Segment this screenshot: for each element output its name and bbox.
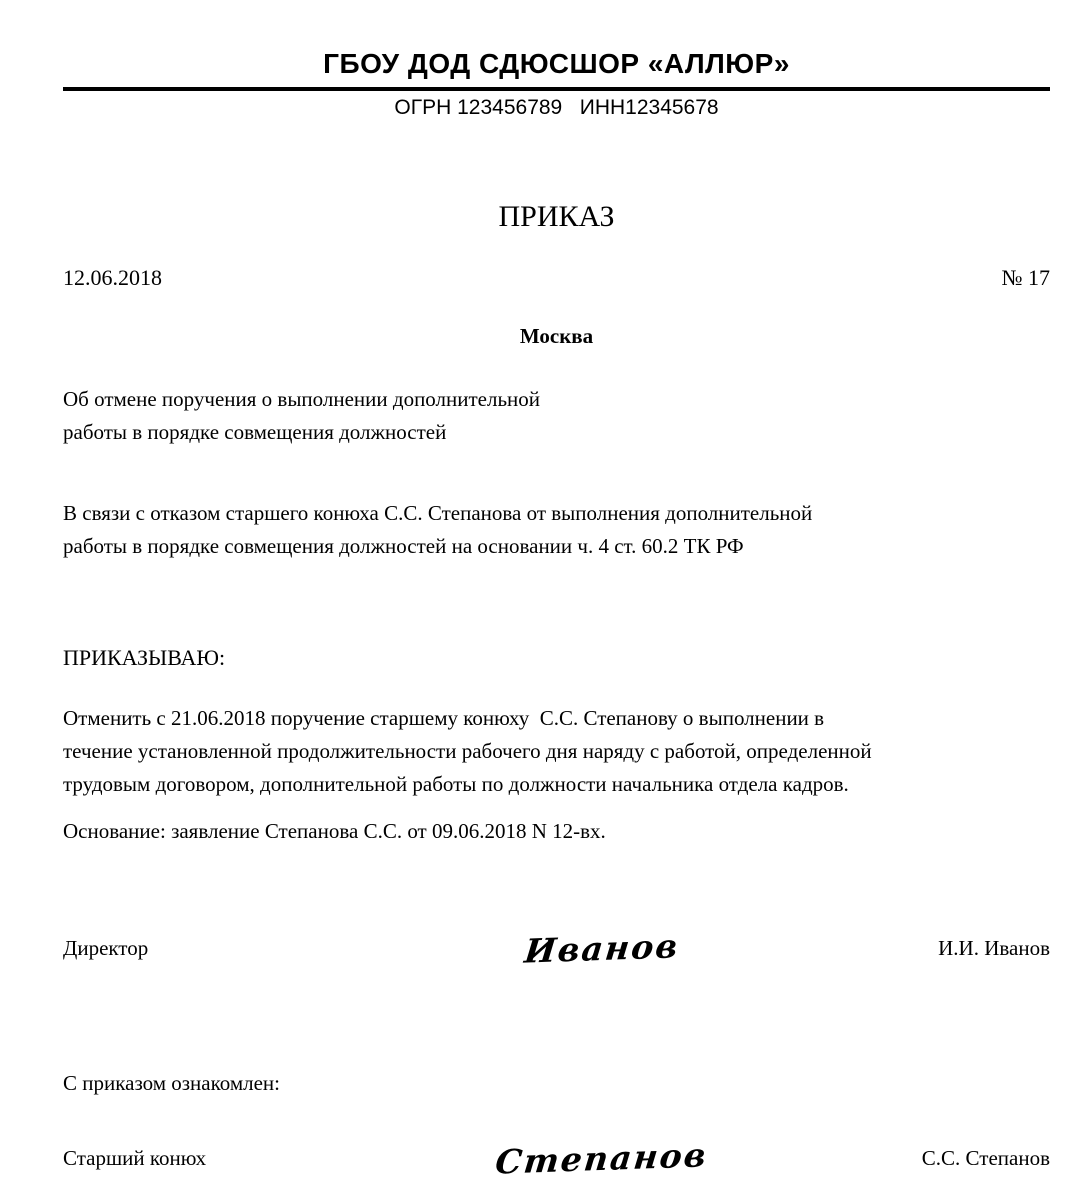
order-body-line: течение установленной продолжительности рабочего дня наряду с работой, определенной bbox=[63, 739, 872, 763]
order-date: 12.06.2018 bbox=[63, 265, 162, 290]
organization-name: ГБОУ ДОД СДЮСШОР «АЛЛЮР» bbox=[323, 48, 790, 79]
employee-name: С.С. Степанов bbox=[921, 1146, 1051, 1170]
letterhead bbox=[63, 48, 1050, 120]
document-title: ПРИКАЗ bbox=[498, 200, 615, 233]
order-body-line: трудовым договором, дополнительной работы по должности начальника отдела кадров. bbox=[63, 772, 849, 796]
order-subject bbox=[63, 383, 1050, 449]
organization-requisites: ОГРН 123456789 ИНН12345678 bbox=[394, 96, 719, 119]
subject-line: Об отмене поручения о выполнении дополнительной bbox=[63, 387, 541, 411]
order-number: № 17 bbox=[1001, 265, 1050, 290]
director-position: Директор bbox=[63, 936, 149, 960]
order-preamble bbox=[63, 497, 1050, 563]
letterhead-divider bbox=[63, 87, 1050, 91]
subject-line: работы в порядке совмещения должностей bbox=[63, 420, 447, 444]
director-handwritten-signature: Иванов bbox=[522, 926, 681, 971]
preamble-line: работы в порядке совмещения должностей на основании ч. 4 ст. 60.2 ТК РФ bbox=[63, 534, 744, 558]
employee-handwritten-signature: Степанов bbox=[493, 1135, 710, 1182]
order-body bbox=[63, 702, 1050, 801]
employee-signature-row bbox=[63, 1135, 1051, 1182]
order-body-line: Отменить с 21.06.2018 поручение старшему конюху С.С. Степанову о выполнении в bbox=[63, 706, 825, 730]
preamble-line: В связи с отказом старшего конюха С.С. Степанова от выполнения дополнительной bbox=[63, 501, 813, 525]
director-name: И.И. Иванов bbox=[938, 936, 1051, 960]
director-signature-row bbox=[63, 926, 1051, 971]
command-word: ПРИКАЗЫВАЮ: bbox=[63, 645, 226, 670]
date-number-row bbox=[63, 265, 1050, 291]
city-label: Москва bbox=[519, 324, 594, 348]
acknowledgement-label: С приказом ознакомлен: bbox=[63, 1071, 281, 1095]
employee-position: Старший конюх bbox=[63, 1146, 207, 1170]
basis-line: Основание: заявление Степанова С.С. от 09.06.2018 N 12-вх. bbox=[63, 819, 606, 843]
